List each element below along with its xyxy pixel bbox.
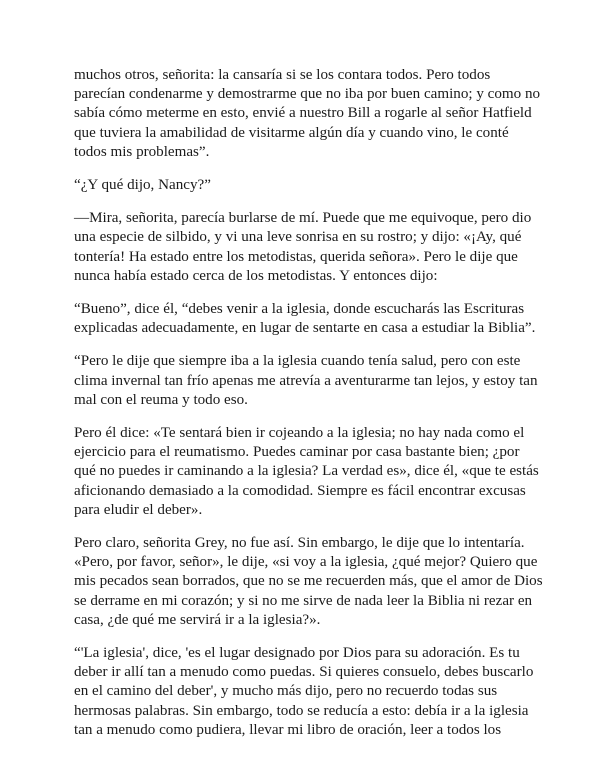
paragraph: “'La iglesia', dice, 'es el lugar designado por Dios para su adoración. Es tu deber ir allí tan a menudo como puedas. Si quieres consuelo, debes buscarlo en el camino del deber', y mucho más dijo, pero no recuerdo todas sus hermosas palabras. Sin embargo, todo se reducía a esto: debía ir a la iglesia tan a menudo como pudiera, llevar mi libro de oración, leer a todos los bbox=[74, 645, 534, 738]
document-page bbox=[74, 66, 544, 740]
paragraph: “Bueno”, dice él, “debes venir a la iglesia, donde escucharás las Escrituras explicadas adecuadamente, en lugar de sentarte en casa a estudiar la Biblia”. bbox=[74, 301, 536, 337]
paragraph: “Pero le dije que siempre iba a la iglesia cuando tenía salud, pero con este clima invernal tan frío apenas me atrevía a aventurarme tan lejos, y estoy tan mal con el reuma y todo eso. bbox=[74, 353, 538, 408]
paragraph: Pero él dice: «Te sentará bien ir cojeando a la iglesia; no hay nada como el ejercicio para el reumatismo. Puedes caminar por casa bastante bien; ¿por qué no puedes ir caminando a la iglesia? La verdad es», dice él, «que te estás aficionando demasiado a la comodidad. Siempre es fácil encontrar excusas para eludir el deber». bbox=[74, 425, 539, 518]
paragraph: “¿Y qué dijo, Nancy?” bbox=[74, 177, 211, 194]
paragraph: muchos otros, señorita: la cansaría si se los contara todos. Pero todos parecían condenarme y demostrarme que no iba por buen camino; y como no sabía cómo meterme en esto, envié a nuestro Bill a rogarle al señor Hatfield que tuviera la amabilidad de visitarme algún día y cuando vino, le conté todos mis problemas”. bbox=[74, 67, 541, 160]
paragraph: —Mira, señorita, parecía burlarse de mí. Puede que me equivoque, pero dio una especie de silbido, y vi una leve sonrisa en su rostro; y dijo: «¡Ay, qué tontería! Ha estado entre los metodistas, querida señora». Pero le dije que nunca había estado cerca de los metodistas. Y entonces dijo: bbox=[74, 210, 532, 284]
paragraph: Pero claro, señorita Grey, no fue así. Sin embargo, le dije que lo intentaría. «Pero, por favor, señor», le dije, «si voy a la iglesia, ¿qué mejor? Quiero que mis pecados sean borrados, que no se me recuerden más, que el amor de Dios se derrame en mi corazón; y si no me sirve de nada leer la Biblia ni rezar en casa, ¿de qué me servirá ir a la iglesia?». bbox=[74, 535, 543, 628]
